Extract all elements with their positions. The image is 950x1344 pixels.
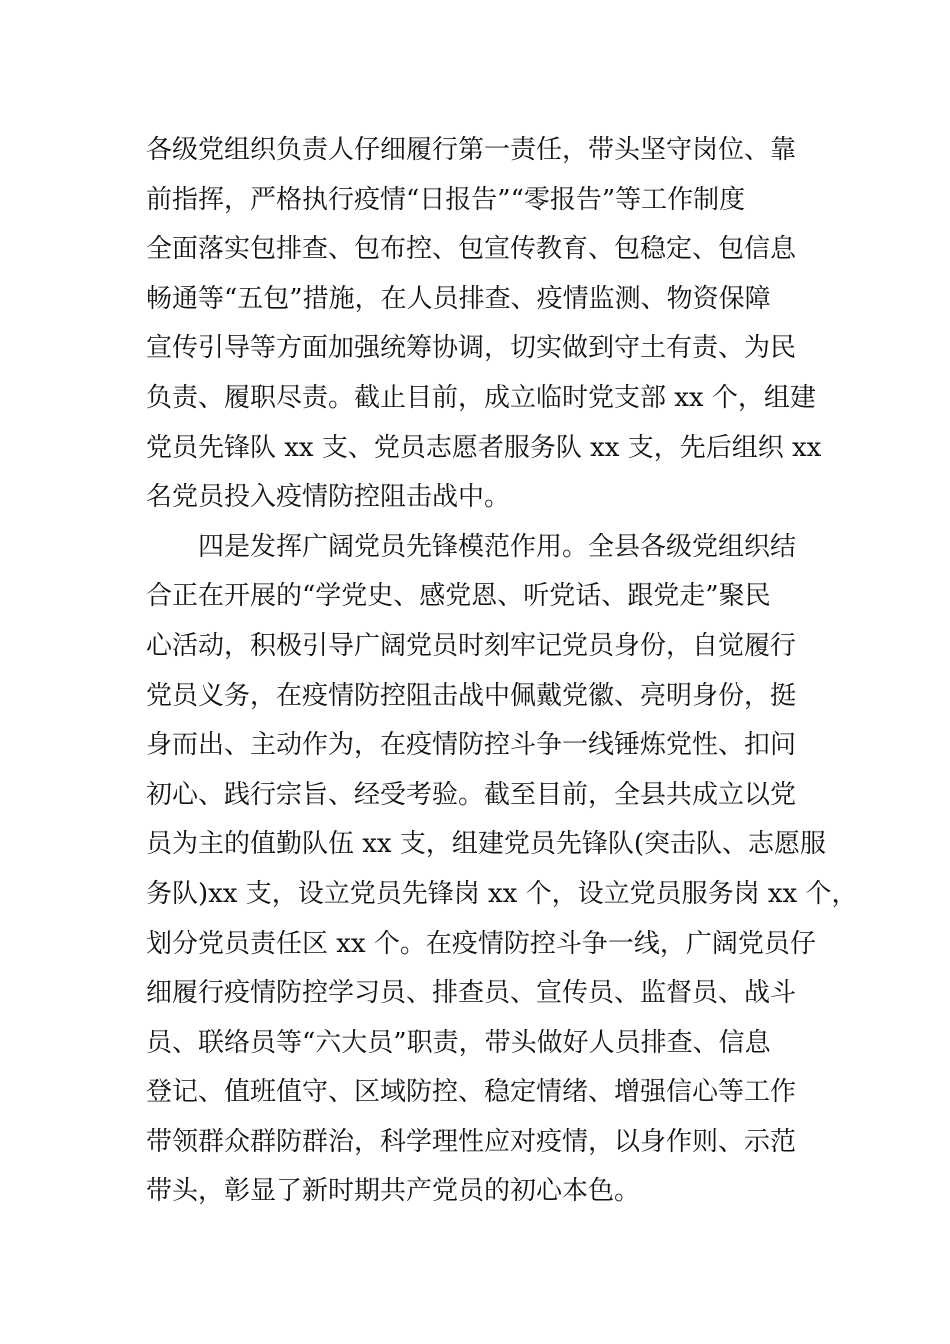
text-line: 员、联络员等“六大员”职责，带头做好人员排查、信息 xyxy=(146,1027,771,1058)
text-line: 务队)xx 支，设立党员先锋岗 xx 个，设立党员服务岗 xx 个， xyxy=(146,878,858,909)
text-line: 畅通等“五包”措施，在人员排查、疫情监测、物资保障 xyxy=(146,283,771,314)
text-line: 前指挥，严格执行疫情“日报告”“零报告”等工作制度 xyxy=(146,184,746,215)
paragraph-1 xyxy=(146,126,836,523)
text-line: 带领群众群防群治，科学理性应对疫情，以身作则、示范 xyxy=(146,1126,797,1157)
text-line: 细履行疫情防控学习员、排查员、宣传员、监督员、战斗 xyxy=(146,978,797,1009)
text-line: 党员义务，在疫情防控阻击战中佩戴党徽、亮明身份，挺 xyxy=(146,680,797,711)
document-body xyxy=(146,126,858,1217)
text-line: 心活动，积极引导广阔党员时刻牢记党员身份，自觉履行 xyxy=(146,630,797,661)
text-line: 身而出、主动作为，在疫情防控斗争一线锤炼党性、扣问 xyxy=(146,730,797,761)
text-line: 登记、值班值守、区域防控、稳定情绪、增强信心等工作 xyxy=(146,1077,797,1108)
text-line: 带头，彰显了新时期共产党员的初心本色。 xyxy=(146,1176,641,1207)
paragraph-2 xyxy=(146,523,858,1217)
text-line: 全面落实包排查、包布控、包宣传教育、包稳定、包信息 xyxy=(146,234,797,265)
text-line: 党员先锋队 xx 支、党员志愿者服务队 xx 支，先后组织 xx xyxy=(146,432,822,463)
text-line: 划分党员责任区 xx 个。在疫情防控斗争一线，广阔党员仔 xyxy=(146,928,816,959)
text-line: 宣传引导等方面加强统筹协调，切实做到守土有责、为民 xyxy=(146,333,797,364)
text-line: 四是发挥广阔党员先锋模范作用。全县各级党组织结 xyxy=(198,531,797,562)
text-line: 负责、履职尽责。截止目前，成立临时党支部 xx 个，组建 xyxy=(146,382,816,413)
text-line: 各级党组织负责人仔细履行第一责任，带头坚守岗位、靠 xyxy=(146,135,797,165)
text-line: 名党员投入疫情防控阻击战中。 xyxy=(146,482,511,513)
text-line: 合正在开展的“学党史、感党恩、听党话、跟党走”聚民 xyxy=(146,581,771,612)
text-line: 初心、践行宗旨、经受考验。截至目前，全县共成立以党 xyxy=(146,779,797,810)
text-line: 员为主的值勤队伍 xx 支，组建党员先锋队(突击队、志愿服 xyxy=(146,829,826,860)
